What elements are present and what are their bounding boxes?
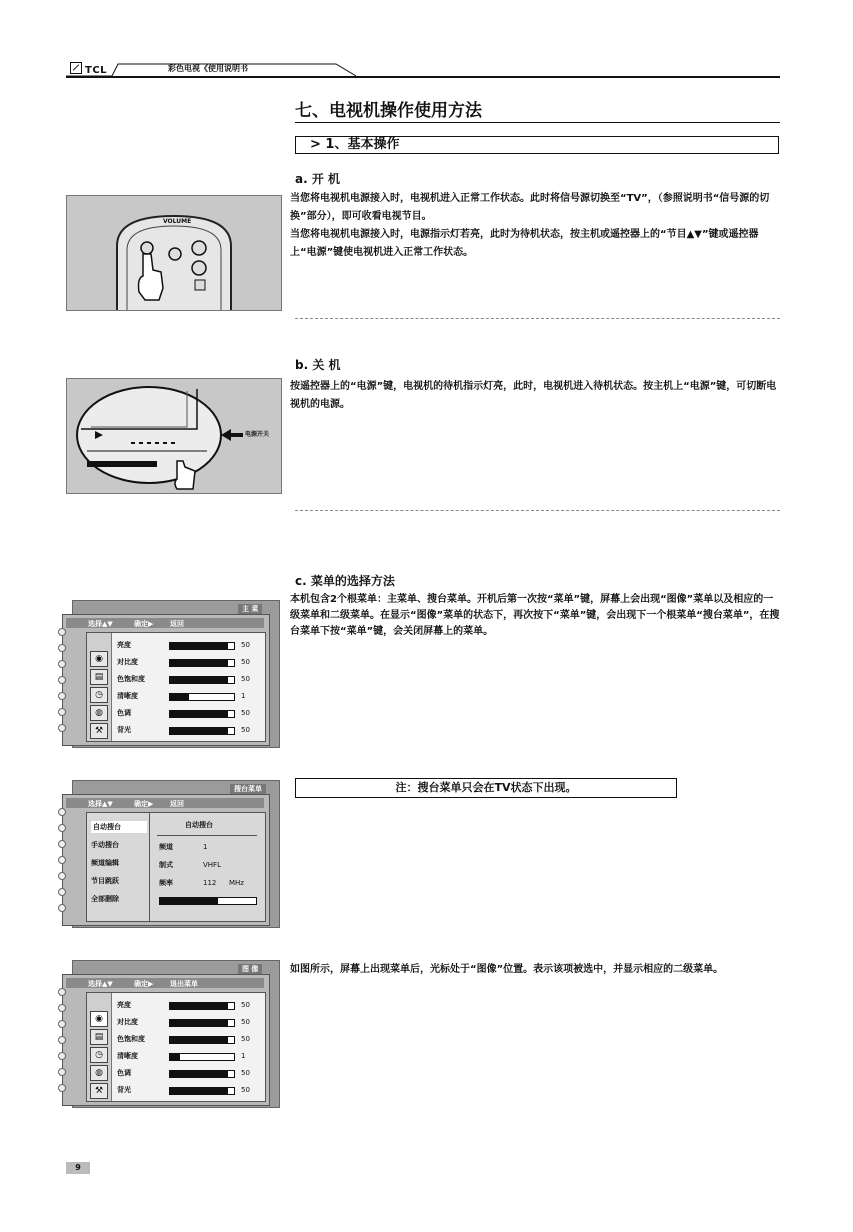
menu1-panel (86, 632, 266, 742)
menu1-row-slider (169, 642, 235, 650)
divider-2 (295, 510, 780, 511)
menu3-row-value: 50 (241, 1035, 250, 1043)
menu1-tag: 主 菜 (238, 604, 262, 614)
menu3-row-label: 色饱和度 (117, 1035, 145, 1043)
tools-icon: ⚒ (90, 723, 108, 739)
remote-illustration (66, 195, 282, 311)
menu2-nav-back: 返回 (170, 800, 184, 808)
menu1-row-label: 对比度 (117, 658, 138, 666)
power-on-text (290, 190, 782, 262)
brand-text: TCL (85, 65, 108, 76)
page-number: 9 (66, 1162, 90, 1174)
menu1-nav-back: 返回 (170, 620, 184, 628)
menu2-item-manual: 手动搜台 (91, 841, 119, 849)
main-menu-screenshot (62, 600, 280, 750)
tcl-logo-icon (70, 62, 82, 74)
power-on-para-1: 当您将电视机电源接入时，电视机进入正常工作状态。此时将信号源切换至“TV”，（参照说明书“信号源的切换”部分），即可收看电视节目。 (290, 193, 770, 222)
sound-icon: ▤ (90, 1029, 108, 1045)
menu1-nav-ok: 确定▶ (134, 620, 154, 628)
menu3-row-label: 色调 (117, 1069, 131, 1077)
menu1-nav-select: 选择▲▼ (88, 620, 113, 628)
menu1-row-slider (169, 693, 235, 701)
menu1-row-label: 色饱和度 (117, 675, 145, 683)
power-off-heading: b. 关 机 (295, 358, 341, 372)
menu3-row-slider (169, 1002, 235, 1010)
menu2-item-edit: 频道编辑 (91, 859, 119, 867)
menu2-panel (86, 812, 266, 922)
menu2-freq-value: 112 (203, 879, 217, 887)
menu1-row-value: 50 (241, 658, 250, 666)
image-menu-screenshot (62, 960, 280, 1110)
menu3-row-label: 对比度 (117, 1018, 138, 1026)
menu3-row-slider (169, 1087, 235, 1095)
menu1-row-label: 清晰度 (117, 692, 138, 700)
menu1-row-label: 色调 (117, 709, 131, 717)
power-on-heading: a. 开 机 (295, 172, 341, 186)
binder-ring (58, 1084, 66, 1092)
menu2-channel-value: 1 (203, 843, 208, 851)
menu1-row-value: 50 (241, 726, 250, 734)
menu2-freq-label: 频率 (159, 879, 173, 887)
menu1-row-value: 50 (241, 675, 250, 683)
remote-volume-label: VOLUME (163, 218, 192, 225)
menu3-row-value: 50 (241, 1001, 250, 1009)
sound-icon: ▤ (90, 669, 108, 685)
chapter-rule (295, 122, 780, 123)
menu2-item-delete: 全部删除 (91, 895, 119, 903)
binder-ring (58, 904, 66, 912)
binder-ring (58, 1052, 66, 1060)
binder-ring (58, 856, 66, 864)
chapter-title: 七、电视机操作使用方法 (295, 101, 482, 121)
power-switch-label: 电源开关 (245, 431, 270, 438)
menu-select-heading: c. 菜单的选择方法 (295, 574, 395, 588)
menu-select-text: 本机包含2个根菜单：主菜单、搜台菜单。开机后第一次按“菜单”键，屏幕上会出现“图像”菜单以及相应的一级菜单和二级菜单。在显示“图像”菜单的状态下，再次按下“菜单”键，会出现下一个根菜单“搜台菜单”，在搜台菜单下按“菜单”键，会关闭屏幕上的菜单。 (290, 594, 780, 637)
tv-power-switch-illustration (66, 378, 282, 494)
menu3-tag: 图 像 (238, 964, 262, 974)
menu2-system-label: 制式 (159, 861, 173, 869)
menu1-row-slider (169, 659, 235, 667)
menu2-left-list (87, 813, 150, 921)
menu2-right-rule (157, 835, 257, 836)
menu3-nav-ok: 确定▶ (134, 980, 154, 988)
menu1-icon-column (87, 633, 112, 741)
menu3-row-slider (169, 1070, 235, 1078)
tools-icon: ⚒ (90, 1083, 108, 1099)
brand-logo (70, 62, 107, 76)
menu3-row-value: 50 (241, 1069, 250, 1077)
image-menu-desc: 如图所示，屏幕上出现菜单后，光标处于“图像”位置。表示该项被选中，并显示相应的二级菜单。 (290, 964, 724, 975)
binder-ring (58, 660, 66, 668)
power-on-para-2: 当您将电视机电源接入时，电源指示灯若亮，此时为待机状态，按主机或遥控器上的“节目▲▼”键或遥控器上“电源”键使电视机进入正常工作状态。 (290, 229, 759, 258)
binder-ring (58, 628, 66, 636)
menu3-row-slider (169, 1036, 235, 1044)
menu2-right-title: 自动搜台 (185, 821, 213, 829)
menu1-row-value: 50 (241, 709, 250, 717)
menu2-nav-ok: 确定▶ (134, 800, 154, 808)
menu1-row-slider (169, 676, 235, 684)
menu3-row-slider (169, 1019, 235, 1027)
manual-title: 彩色电视《使用说明书 (168, 64, 248, 73)
binder-ring (58, 692, 66, 700)
globe-icon: ◍ (90, 1065, 108, 1081)
menu3-row-value: 50 (241, 1086, 250, 1094)
eye-icon: ◉ (90, 651, 108, 667)
menu1-row-slider (169, 710, 235, 718)
binder-ring (58, 872, 66, 880)
eye-icon: ◉ (90, 1011, 108, 1027)
binder-ring (58, 840, 66, 848)
globe-icon: ◍ (90, 705, 108, 721)
menu3-row-label: 亮度 (117, 1001, 131, 1009)
section-title: > 1、基本操作 (295, 136, 779, 154)
menu3-panel (86, 992, 266, 1102)
binder-ring (58, 1020, 66, 1028)
menu1-row-value: 1 (241, 692, 246, 700)
binder-ring (58, 1036, 66, 1044)
menu2-freq-unit: MHz (229, 879, 244, 887)
menu3-icon-column (87, 993, 112, 1101)
menu2-item-skip: 节目跳跃 (91, 877, 119, 885)
binder-ring (58, 824, 66, 832)
binder-ring (58, 808, 66, 816)
menu3-nav-select: 选择▲▼ (88, 980, 113, 988)
menu2-system-value: VHFL (203, 861, 221, 869)
divider-1 (295, 318, 780, 319)
note-box: 注：搜台菜单只会在TV状态下出现。 (295, 778, 677, 798)
menu2-nav-select: 选择▲▼ (88, 800, 113, 808)
menu3-row-label: 背光 (117, 1086, 131, 1094)
binder-ring (58, 644, 66, 652)
tuning-menu-screenshot (62, 780, 280, 930)
power-off-text: 按遥控器上的“电源”键，电视机的待机指示灯亮，此时，电视机进入待机状态。按主机上“电源”键，可切断电视机的电源。 (290, 381, 777, 410)
menu3-row-value: 50 (241, 1018, 250, 1026)
clock-icon: ◷ (90, 1047, 108, 1063)
remote-power-button-icon (67, 196, 281, 310)
menu3-row-label: 清晰度 (117, 1052, 138, 1060)
binder-ring (58, 708, 66, 716)
menu2-progress-bar (159, 897, 257, 905)
menu2-tag: 搜台菜单 (230, 784, 266, 794)
menu1-row-value: 50 (241, 641, 250, 649)
menu3-row-slider (169, 1053, 235, 1061)
menu1-row-label: 背光 (117, 726, 131, 734)
header-rule (66, 76, 780, 78)
menu1-row-label: 亮度 (117, 641, 131, 649)
menu2-channel-label: 频道 (159, 843, 173, 851)
menu2-item-auto: 自动搜台 (91, 821, 147, 833)
menu1-row-slider (169, 727, 235, 735)
menu3-row-value: 1 (241, 1052, 246, 1060)
clock-icon: ◷ (90, 687, 108, 703)
binder-ring (58, 1004, 66, 1012)
binder-ring (58, 988, 66, 996)
binder-ring (58, 724, 66, 732)
binder-ring (58, 676, 66, 684)
menu3-nav-exit: 退出菜单 (170, 980, 198, 988)
binder-ring (58, 1068, 66, 1076)
binder-ring (58, 888, 66, 896)
